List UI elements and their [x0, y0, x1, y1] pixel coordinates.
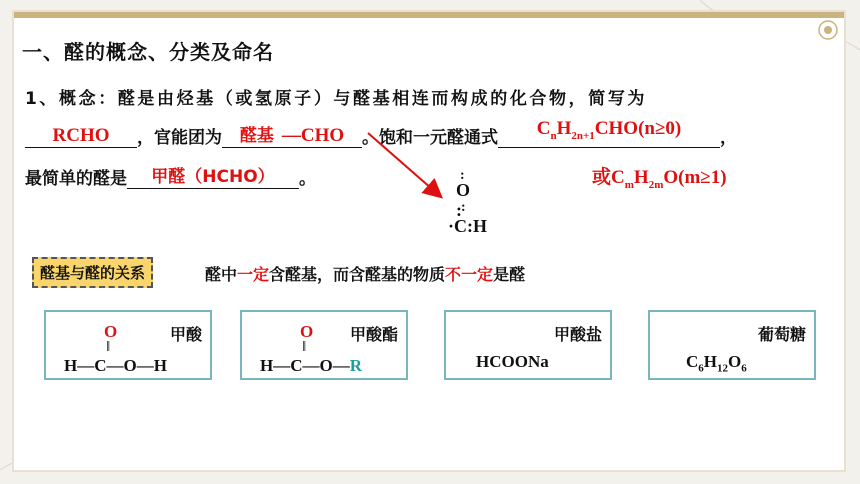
alt-o: O(m≥1) [663, 167, 727, 188]
o-colon: : [456, 200, 462, 220]
card-title: 甲酸盐 [553, 325, 602, 344]
rel-part-5: 是醛 [493, 265, 526, 284]
gf-cho: CHO(n≥0) [594, 118, 682, 139]
s-o: O [123, 356, 137, 375]
gf-2n1: 2n+1 [571, 129, 595, 142]
atom-h: H [473, 216, 488, 236]
s-o: O [319, 356, 333, 375]
alt-prefix: 或 [592, 166, 612, 188]
s-d1: — [77, 356, 95, 375]
s-c: C [290, 356, 303, 375]
formate-salt-formula: HCOONa [476, 352, 549, 371]
rel-part-4: 不一定 [445, 265, 494, 284]
card-title: 甲酸酯 [349, 325, 398, 344]
double-bond: ‖ [302, 339, 307, 355]
s-d2: — [302, 356, 320, 375]
answer-func-name: 醛基 [239, 125, 274, 146]
s-d2: — [106, 356, 124, 375]
s-d3: — [136, 356, 154, 375]
atom-o: O [456, 180, 471, 200]
s-r: R [349, 356, 363, 375]
g-h: H [703, 352, 718, 371]
card-formic-acid [44, 310, 212, 380]
carbonyl-o: O [300, 322, 314, 341]
answer-func-formula: —CHO [281, 124, 345, 146]
comma: ， [720, 127, 737, 148]
electron-ch [448, 216, 487, 236]
answer-simplest-aldehyde: 甲醛（HCHO） [127, 166, 299, 189]
period: 。 [299, 169, 316, 189]
atom-c: C [454, 216, 468, 236]
text-simplest: 最简单的醛是 [25, 169, 127, 189]
g-o: O [728, 352, 742, 371]
carbonyl-o: O [104, 322, 118, 341]
rel-part-3: 含醛基，而含醛基的物质 [269, 265, 446, 284]
s-d1: — [273, 356, 291, 375]
s-d3: — [332, 356, 350, 375]
gf-c: C [536, 118, 551, 139]
glucose-formula [686, 352, 747, 374]
formic-acid-structure [64, 356, 167, 376]
g-6b: 6 [741, 362, 747, 375]
card-formate-salt [444, 310, 612, 380]
s-h2: H [153, 356, 167, 375]
s-h1: H [64, 356, 78, 375]
c-colon: : [467, 216, 474, 236]
s-h: H [260, 356, 274, 375]
g-6a: 6 [698, 362, 704, 375]
card-title: 葡萄糖 [757, 325, 806, 344]
alt-2m: 2m [648, 178, 664, 191]
text-func: ，官能团为 [137, 127, 222, 148]
card-title: 甲酸 [169, 325, 202, 344]
g-12: 12 [717, 362, 729, 375]
double-bond-dots: : [461, 200, 466, 215]
relation-label-box: 醛基与醛的关系 [32, 257, 153, 288]
g-c: C [686, 352, 699, 371]
gf-h: H [556, 118, 572, 139]
gf-n: n [550, 129, 557, 142]
formate-ester-structure [260, 356, 362, 376]
relation-statement [205, 262, 525, 285]
lone-pair-dots: : [460, 168, 465, 183]
double-bond: ‖ [106, 339, 111, 355]
rel-part-2: 一定 [237, 265, 270, 284]
alt-c: C [611, 167, 625, 188]
c-dot: · [448, 216, 455, 236]
card-glucose [648, 310, 816, 380]
concept-text: 1、概念：醛是由烃基（或氢原子）与醛基相连而构成的化合物，简写为 [25, 89, 648, 109]
page-title: 一、醛的概念、分类及命名 [22, 40, 274, 64]
text-general: 。饱和一元醛通式 [362, 127, 498, 148]
alt-h: H [633, 167, 649, 188]
answer-rcho: RCHO [25, 125, 137, 148]
alt-m: m [624, 178, 634, 191]
s-c: C [94, 356, 107, 375]
rel-part-1: 醛中 [205, 265, 238, 284]
card-formate-ester [240, 310, 408, 380]
